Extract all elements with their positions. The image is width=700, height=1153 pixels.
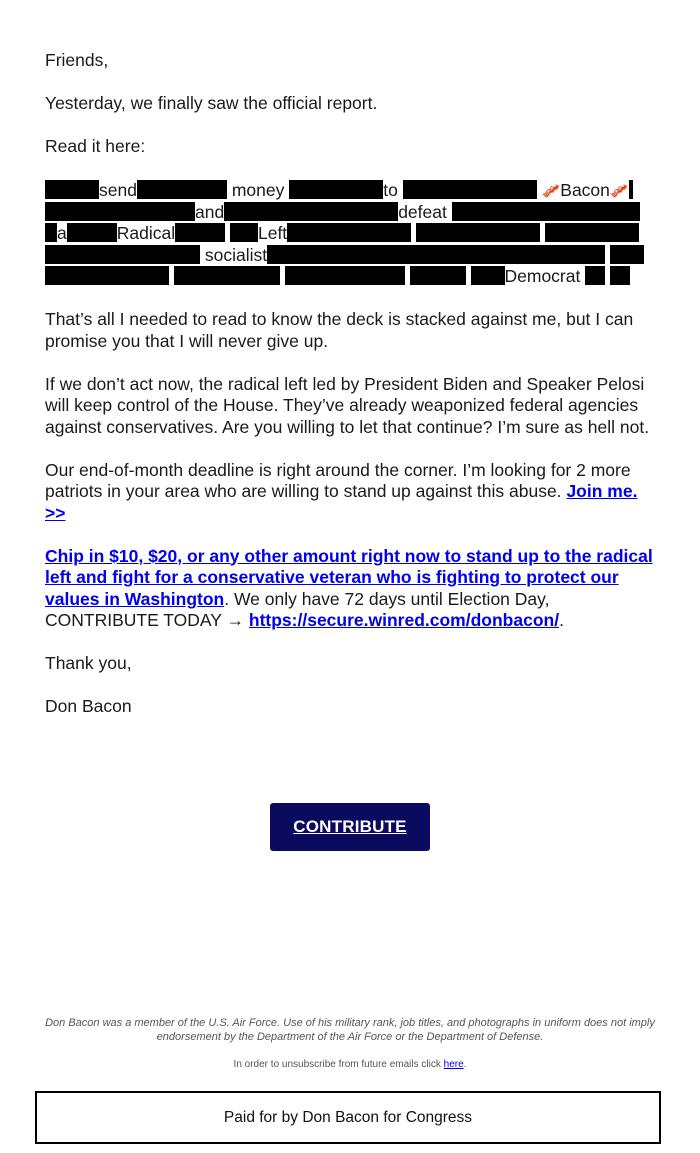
redaction-bar bbox=[137, 180, 227, 199]
redacted-line-4 bbox=[45, 245, 644, 267]
redacted-word: to bbox=[383, 180, 398, 200]
period: . bbox=[559, 610, 564, 630]
redacted-word: send bbox=[99, 180, 137, 200]
redaction-bar bbox=[175, 223, 225, 242]
redacted-report bbox=[45, 180, 660, 290]
paragraph-report: Yesterday, we finally saw the official report. bbox=[45, 93, 378, 113]
redacted-word: socialist bbox=[204, 244, 268, 265]
unsubscribe-period: . bbox=[463, 1059, 467, 1070]
redacted-word: a bbox=[57, 223, 67, 243]
winred-url-link[interactable]: https://secure.winred.com/donbacon/ bbox=[248, 610, 560, 630]
unsubscribe-line bbox=[0, 1059, 700, 1070]
redaction-bar bbox=[545, 223, 639, 242]
redacted-line-1 bbox=[45, 180, 633, 202]
redacted-word: Left bbox=[257, 223, 288, 243]
redaction-bar bbox=[585, 266, 605, 285]
redaction-bar bbox=[230, 223, 258, 242]
redacted-line-2 bbox=[45, 202, 640, 224]
redaction-bar bbox=[45, 245, 200, 264]
military-disclaimer: Don Bacon was a member of the U.S. Air Force. Use of his military rank, job titles, and photographs in uniform does not imply endorsement by the Department of the Air Force or the Department of Defense. bbox=[45, 1017, 655, 1043]
paid-for-box: Paid for by Don Bacon for Congress bbox=[35, 1091, 661, 1144]
redacted-word: defeat bbox=[398, 201, 447, 222]
redacted-line-5 bbox=[45, 266, 630, 288]
redaction-bar bbox=[289, 180, 383, 199]
redaction-bar bbox=[45, 266, 169, 285]
redaction-bar bbox=[416, 223, 540, 242]
redaction-bar bbox=[67, 223, 117, 242]
paragraph-read-it: Read it here: bbox=[45, 136, 146, 156]
paragraph-deadline bbox=[45, 460, 660, 525]
paragraph-chip-in bbox=[45, 546, 660, 632]
redacted-word: money bbox=[231, 180, 285, 200]
redaction-bar bbox=[471, 266, 505, 285]
redaction-bar bbox=[410, 266, 466, 285]
paragraph-radical-left: If we don’t act now, the radical left led by President Biden and Speaker Pelosi will keep control of the House. They’ve already weaponized federal agencies against conservatives. Are you willing to let that continue? I’m sure as hell not. bbox=[45, 373, 650, 437]
unsubscribe-text: In order to unsubscribe from future emails click bbox=[233, 1059, 441, 1070]
contribute-button-wrap bbox=[0, 803, 700, 851]
redaction-bar bbox=[285, 266, 405, 285]
signature: Don Bacon bbox=[45, 696, 132, 716]
redaction-bar bbox=[610, 245, 644, 264]
redaction-bar bbox=[610, 266, 630, 285]
redaction-bar bbox=[174, 266, 280, 285]
deadline-text: Our end-of-month deadline is right around the corner. I’m looking for 2 more patriots in your area who are willing to stand up against this abuse. bbox=[45, 459, 631, 501]
redacted-word: Bacon bbox=[560, 180, 610, 200]
closing: Thank you, bbox=[45, 653, 132, 673]
contribute-button[interactable]: CONTRIBUTE bbox=[270, 803, 430, 851]
bacon-emoji-icon: 🥓 bbox=[541, 183, 561, 200]
email-body-continued bbox=[45, 309, 660, 739]
redacted-line-3 bbox=[45, 223, 639, 245]
redaction-bar bbox=[45, 223, 57, 242]
redacted-word: Radical bbox=[116, 223, 176, 243]
redaction-bar bbox=[45, 202, 195, 221]
unsubscribe-link[interactable]: here bbox=[443, 1059, 464, 1070]
greeting: Friends, bbox=[45, 50, 109, 70]
redaction-bar bbox=[224, 202, 398, 221]
email-body bbox=[45, 50, 660, 179]
redaction-bar bbox=[267, 245, 605, 264]
redaction-bar bbox=[629, 180, 633, 199]
redacted-word: and bbox=[195, 201, 225, 222]
paragraph-deck-stacked: That’s all I needed to read to know the deck is stacked against me, but I can promise you that I will never give up. bbox=[45, 309, 634, 351]
join-me-link[interactable]: Join me. >> bbox=[45, 481, 638, 523]
election-day-text: . We only have 72 days until Election Day, CONTRIBUTE TODAY → bbox=[45, 588, 550, 630]
bacon-emoji-icon: 🥓 bbox=[609, 183, 629, 200]
redacted-word: Democrat bbox=[504, 266, 581, 286]
redaction-bar bbox=[287, 223, 411, 242]
chip-in-link[interactable]: Chip in $10, $20, or any other amount right now to stand up to the radical left and fight for a conservative veteran who is fighting to protect our values in Washington bbox=[45, 545, 653, 609]
redaction-bar bbox=[45, 180, 99, 199]
redaction-bar bbox=[452, 202, 640, 221]
redaction-bar bbox=[403, 180, 537, 199]
